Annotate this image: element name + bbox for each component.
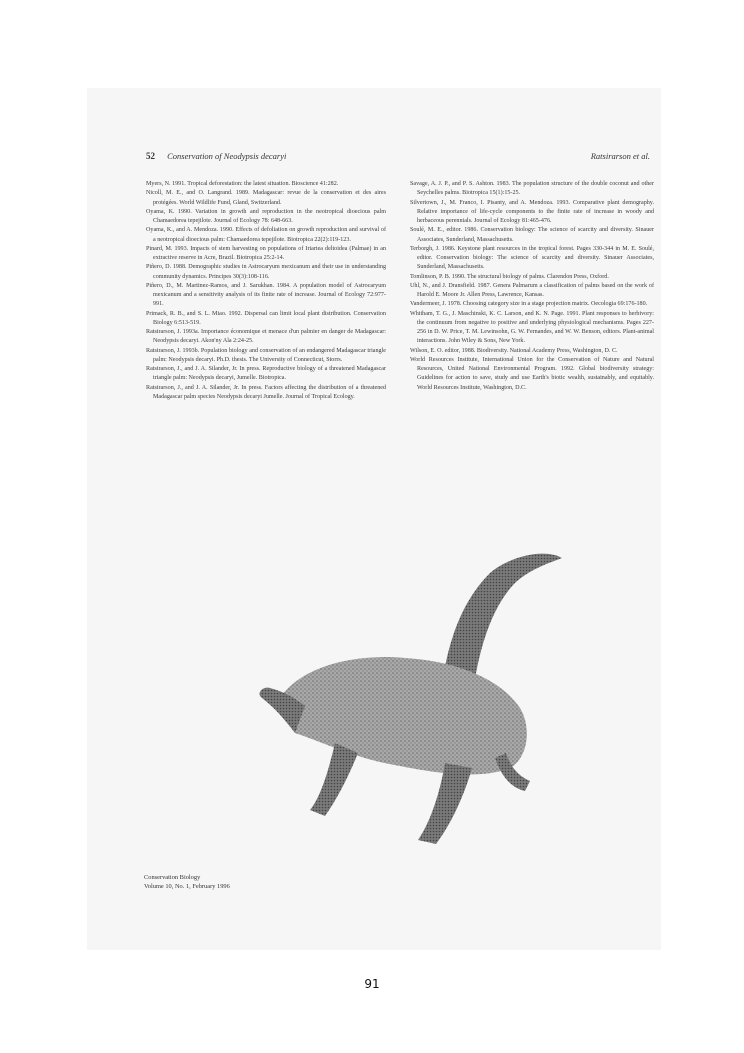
journal-footer	[144, 873, 230, 891]
reference-item: Ratsirarson, J. 1993a. Importance économique et menace d'un palmier en danger de Madagascar: Neodypsis decaryi. Akon'ny Ala 2:24-25.	[146, 329, 386, 345]
reference-item: Ratsirarson, J., and J. A. Silander, Jr. In press. Reproductive biology of a threatened Madagascar triangle palm: Neodypsis decaryi, Jumelle. Biotropica.	[146, 366, 386, 382]
running-header	[146, 151, 286, 161]
journal-volume: Volume 10, No. 1, February 1996	[144, 883, 230, 890]
reference-item: Oyama, K., and A. Mendoza. 1990. Effects of defoliation on growth reproduction and survival of a neotropical dioecious palm: Chamaedorea tepejilote. Biotropica 22(2):119-123.	[146, 227, 386, 243]
coati-body	[280, 657, 527, 774]
reference-item: World Resources Institute, International Union for the Conservation of Nature and Natural Resources, United National Environmental Program. 1992. Global biodiversity strategy: Guidelines for action to save, study and use Earth's biotic wealth, sustainably, and equitably. World Resources Institute, Washington, D.C.	[410, 356, 654, 391]
references-right-column	[410, 180, 654, 393]
coati-rear-leg	[418, 763, 472, 844]
running-title: Conservation of Neodypsis decaryi	[167, 151, 287, 161]
reference-item: Uhl, N., and J. Dransfield. 1987. Genera Palmarum a classification of palms based on the work of Harold E. Moore Jr. Allen Press, Lawrence, Kansas.	[410, 282, 654, 298]
reference-item: Wilson, E. O. editor, 1988. Biodiversity. National Academy Press, Washington, D. C.	[410, 347, 618, 354]
reference-item: Myers, N. 1991. Tropical deforestation: the latest situation. Bioscience 41:282.	[146, 181, 339, 187]
reference-item: Tomlinson, P. B. 1990. The structural biology of palms. Clarendon Press, Oxford.	[410, 273, 609, 280]
reference-item: Whitham, T. G., J. Maschinski, K. C. Larson, and K. N. Page. 1991. Plant responses to herbivory: the continuum from negative to positive and underlying physiological mechanisms. Pages 227-256 in D. W. Price, T. M. Lewinsohn, G. W. Fernandes, and W. W. Benson, editors. Plant-animal interactions. John Wiley & Sons, New York.	[410, 310, 654, 345]
journal-name: Conservation Biology	[144, 874, 201, 881]
reference-item: Savage, A. J. P., and P. S. Ashton. 1983. The population structure of the double coconut and other Seychelles palms. Biotropica 15(1):15-25.	[410, 181, 654, 197]
reference-item: Oyama, K. 1990. Variation in growth and reproduction in the neotropical dioecious palm Chamaedorea tepejilote. Journal of Ecology 78: 648-663.	[146, 208, 386, 224]
journal-page-number: 52	[146, 151, 155, 161]
running-authors: Ratsirarson et al.	[590, 151, 650, 161]
reference-item: Piñero, D., M. Martinez-Ramos, and J. Sarukhan. 1984. A population model of Astrocaryum mexicanum and a sensitivity analysis of its finite rate of increase. Journal of Ecology 72:977-991.	[146, 282, 386, 308]
coati-front-leg	[310, 743, 358, 816]
page-number: 91	[364, 977, 380, 991]
reference-item: Primack, R. B., and S. L. Miao. 1992. Dispersal can limit local plant distribution. Conservation Biology 6:513-519.	[146, 310, 386, 326]
reference-item: Silvertown, J., M. Franco, I. Pisanty, and A. Mendoza. 1993. Comparative plant demography. Relative importance of life-cycle components to the finite rate of increase in woody and herbaceous perennials. Journal of Ecology 81:465-476.	[410, 199, 654, 224]
reference-item: Pinard, M. 1993. Impacts of stem harvesting on populations of Iriartea deltoidea (Palmae) in an extractive reserve in Acre, Brazil. Biotropica 25:2-14.	[146, 245, 386, 261]
reference-item: Ratsirarson, J. 1993b. Population biology and conservation of an endangered Madagascar triangle palm: Neodypsis decaryi. Ph.D. thesis. The University of Connecticut, Storrs.	[146, 347, 386, 363]
reference-item: Vandermeer, J. 1978. Choosing category size in a stage projection matrix. Oecologia 69:176-180.	[410, 301, 648, 308]
reference-item: Soulé, M. E., editor. 1986. Conservation biology: The science of scarcity and diversity. Sinauer Associates, Sunderland, Massachusetts.	[410, 227, 654, 243]
reference-item: Terborgh, J. 1986. Keystone plant resources in the tropical forest. Pages 330-344 in M. E. Soulé, editor. Conservation biology: The science of scarcity and diversity. Sinauer Associates, Sunderland, Massachusetts.	[410, 245, 654, 271]
reference-item: Ratsirarson, J., and J. A. Silander, Jr. In press. Factors affecting the distribution of a threatened Madagascar palm species Neodypsis decaryi Jumelle. Journal of Tropical Ecology.	[146, 384, 386, 400]
reference-item: Nicoll, M. E., and O. Langrand. 1989. Madagascar: revue de la conservation et des aires protégées. World Wildlife Fund, Gland, Switzerland.	[146, 190, 386, 206]
references-left-column	[146, 180, 386, 402]
reference-item: Piñero, D. 1988. Demographic studies in Astrocaryum mexicanum and their use in understanding community dynamics. Principes 30(3):108-116.	[146, 264, 386, 280]
coati-illustration	[240, 548, 580, 858]
